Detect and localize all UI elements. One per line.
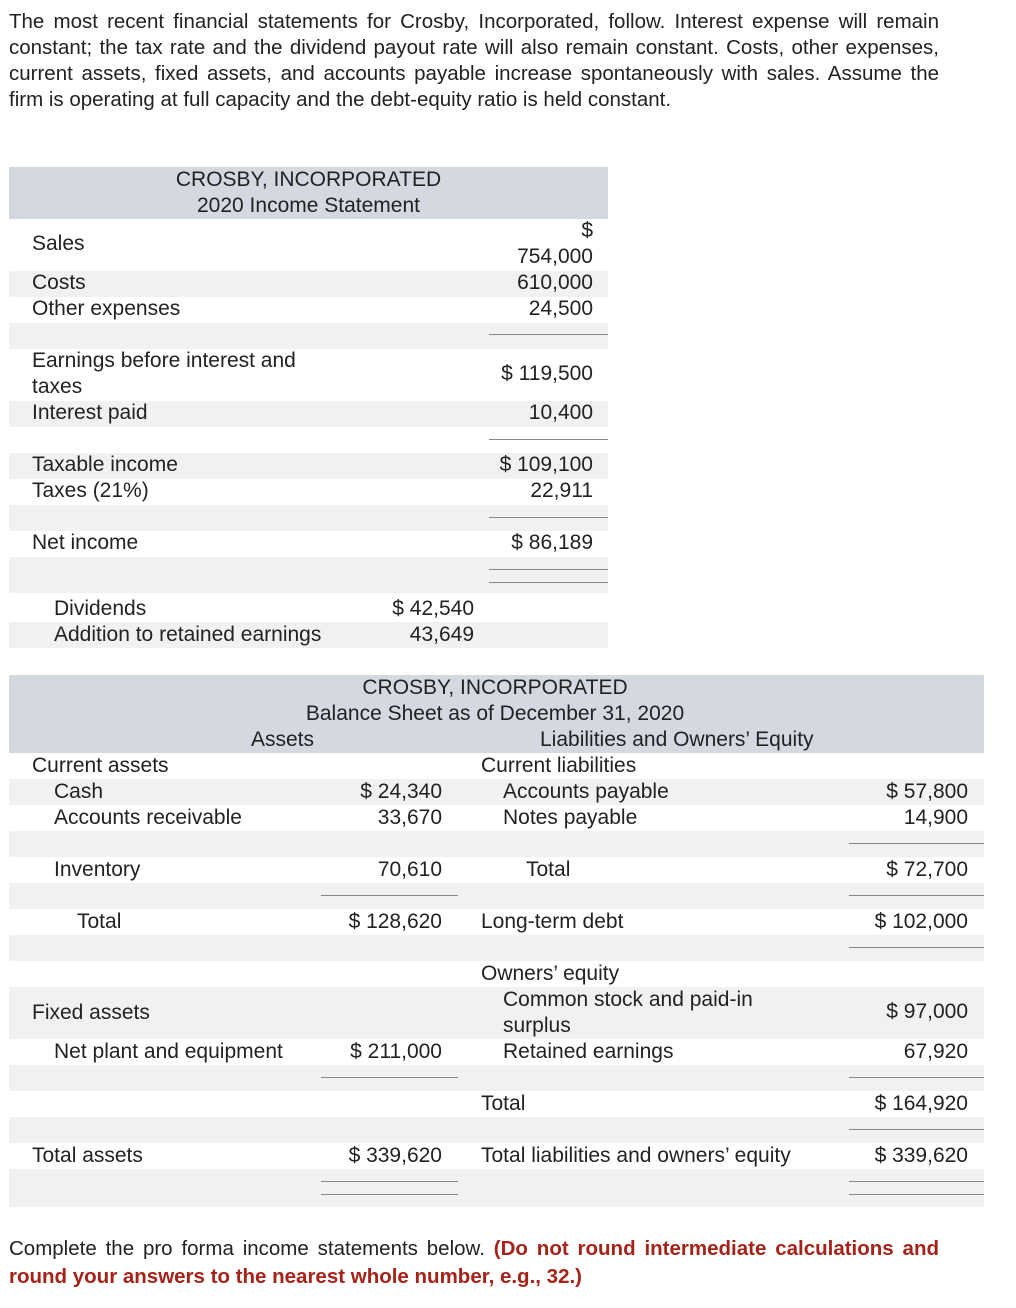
inventory-value: 70,610 bbox=[377, 858, 442, 881]
costs-label: Costs bbox=[32, 271, 86, 294]
double-rule-bottom bbox=[489, 582, 608, 583]
instruction-note: (Do not round intermediate calculations and round your answers to the nearest whole number, e.g., 32.) bbox=[9, 1237, 940, 1288]
dividends-value: $ 42,540 bbox=[392, 597, 474, 620]
assets-header: Assets bbox=[251, 728, 315, 751]
costs-value: 610,000 bbox=[517, 271, 593, 294]
accounts-payable-value: $ 57,800 bbox=[886, 780, 968, 803]
sales-currency: $ bbox=[581, 219, 593, 242]
common-stock-value: $ 97,000 bbox=[886, 1000, 968, 1023]
retained-earnings-value: 67,920 bbox=[903, 1040, 968, 1063]
balance-sheet-title: Balance Sheet as of December 31, 2020 bbox=[305, 702, 685, 725]
long-term-debt-label: Long-term debt bbox=[481, 910, 624, 933]
rule bbox=[849, 947, 984, 948]
interest-value: 10,400 bbox=[528, 401, 593, 424]
problem-statement: The most recent financial statements for Crosby, Incorporated, follow. Interest expense will remain constant; the tax rate and the dividend payout rate will also remain constant. Costs, other expenses, current assets, fixed assets, and accounts payable increase spontaneously with sales. Assume the firm is operating at full capacity and the debt-equity ratio is held constant. bbox=[9, 10, 939, 111]
notes-payable-label: Notes payable bbox=[503, 806, 638, 829]
instruction bbox=[9, 1235, 939, 1291]
current-assets-heading: Current assets bbox=[32, 754, 169, 777]
current-liabilities-heading: Current liabilities bbox=[481, 754, 637, 777]
notes-payable-value: 14,900 bbox=[903, 806, 968, 829]
accounts-payable-label: Accounts payable bbox=[503, 780, 669, 803]
long-term-debt-value: $ 102,000 bbox=[874, 910, 968, 933]
dividends-label: Dividends bbox=[54, 597, 147, 620]
current-liabilities-total-value: $ 72,700 bbox=[886, 858, 968, 881]
rule bbox=[849, 843, 984, 844]
sales-label: Sales bbox=[32, 232, 85, 255]
cash-value: $ 24,340 bbox=[360, 780, 442, 803]
taxes-label: Taxes (21%) bbox=[32, 479, 149, 502]
other-expenses-value: 24,500 bbox=[528, 297, 593, 320]
balance-company-name: CROSBY, INCORPORATED bbox=[362, 676, 628, 699]
liabilities-header: Liabilities and Owners’ Equity bbox=[540, 728, 814, 751]
instruction-text: Complete the pro forma income statements below. bbox=[9, 1237, 485, 1260]
total-liabilities-equity-label: Total liabilities and owners’ equity bbox=[481, 1144, 791, 1167]
double-rule-bottom bbox=[849, 1194, 984, 1195]
total-assets-value: $ 339,620 bbox=[348, 1144, 442, 1167]
net-income-label: Net income bbox=[32, 531, 139, 554]
addition-retained-label: Addition to retained earnings bbox=[54, 623, 322, 646]
retained-earnings-label: Retained earnings bbox=[503, 1040, 674, 1063]
current-assets-total-label: Total bbox=[77, 910, 122, 933]
rule bbox=[849, 1129, 984, 1130]
rule bbox=[849, 1077, 984, 1078]
cash-label: Cash bbox=[54, 780, 104, 803]
sales-value: 754,000 bbox=[517, 245, 593, 268]
double-rule-bottom bbox=[321, 1194, 458, 1195]
addition-retained-value: 43,649 bbox=[409, 623, 474, 646]
total-liabilities-equity-value: $ 339,620 bbox=[874, 1144, 968, 1167]
interest-label: Interest paid bbox=[32, 401, 148, 424]
rule bbox=[321, 1077, 458, 1078]
rule bbox=[321, 895, 458, 896]
rule bbox=[849, 895, 984, 896]
double-rule-top bbox=[489, 569, 608, 570]
common-stock-label: Common stock and paid-in surplus bbox=[503, 988, 753, 1037]
rule bbox=[489, 439, 608, 440]
total-assets-label: Total assets bbox=[32, 1144, 143, 1167]
owners-equity-total-value: $ 164,920 bbox=[874, 1092, 968, 1115]
current-liabilities-total-label: Total bbox=[526, 858, 571, 881]
other-expenses-label: Other expenses bbox=[32, 297, 181, 320]
rule bbox=[489, 334, 608, 335]
owners-equity-total-label: Total bbox=[481, 1092, 526, 1115]
net-plant-value: $ 211,000 bbox=[350, 1040, 442, 1063]
current-assets-total-value: $ 128,620 bbox=[348, 910, 442, 933]
taxable-income-label: Taxable income bbox=[32, 453, 178, 476]
income-statement-title: 2020 Income Statement bbox=[197, 194, 420, 217]
ebit-value: $ 119,500 bbox=[501, 362, 593, 385]
taxable-income-value: $ 109,100 bbox=[499, 453, 593, 476]
income-company-name: CROSBY, INCORPORATED bbox=[175, 168, 442, 191]
accounts-receivable-label: Accounts receivable bbox=[54, 806, 242, 829]
ebit-label: Earnings before interest and taxes bbox=[32, 349, 296, 398]
inventory-label: Inventory bbox=[54, 858, 141, 881]
double-rule-top bbox=[849, 1181, 984, 1182]
accounts-receivable-value: 33,670 bbox=[377, 806, 442, 829]
taxes-value: 22,911 bbox=[530, 479, 593, 502]
owners-equity-heading: Owners’ equity bbox=[481, 962, 620, 985]
rule bbox=[489, 517, 608, 518]
fixed-assets-heading: Fixed assets bbox=[32, 1001, 150, 1024]
net-income-value: $ 86,189 bbox=[511, 531, 593, 554]
double-rule-top bbox=[321, 1181, 458, 1182]
net-plant-label: Net plant and equipment bbox=[54, 1040, 283, 1063]
